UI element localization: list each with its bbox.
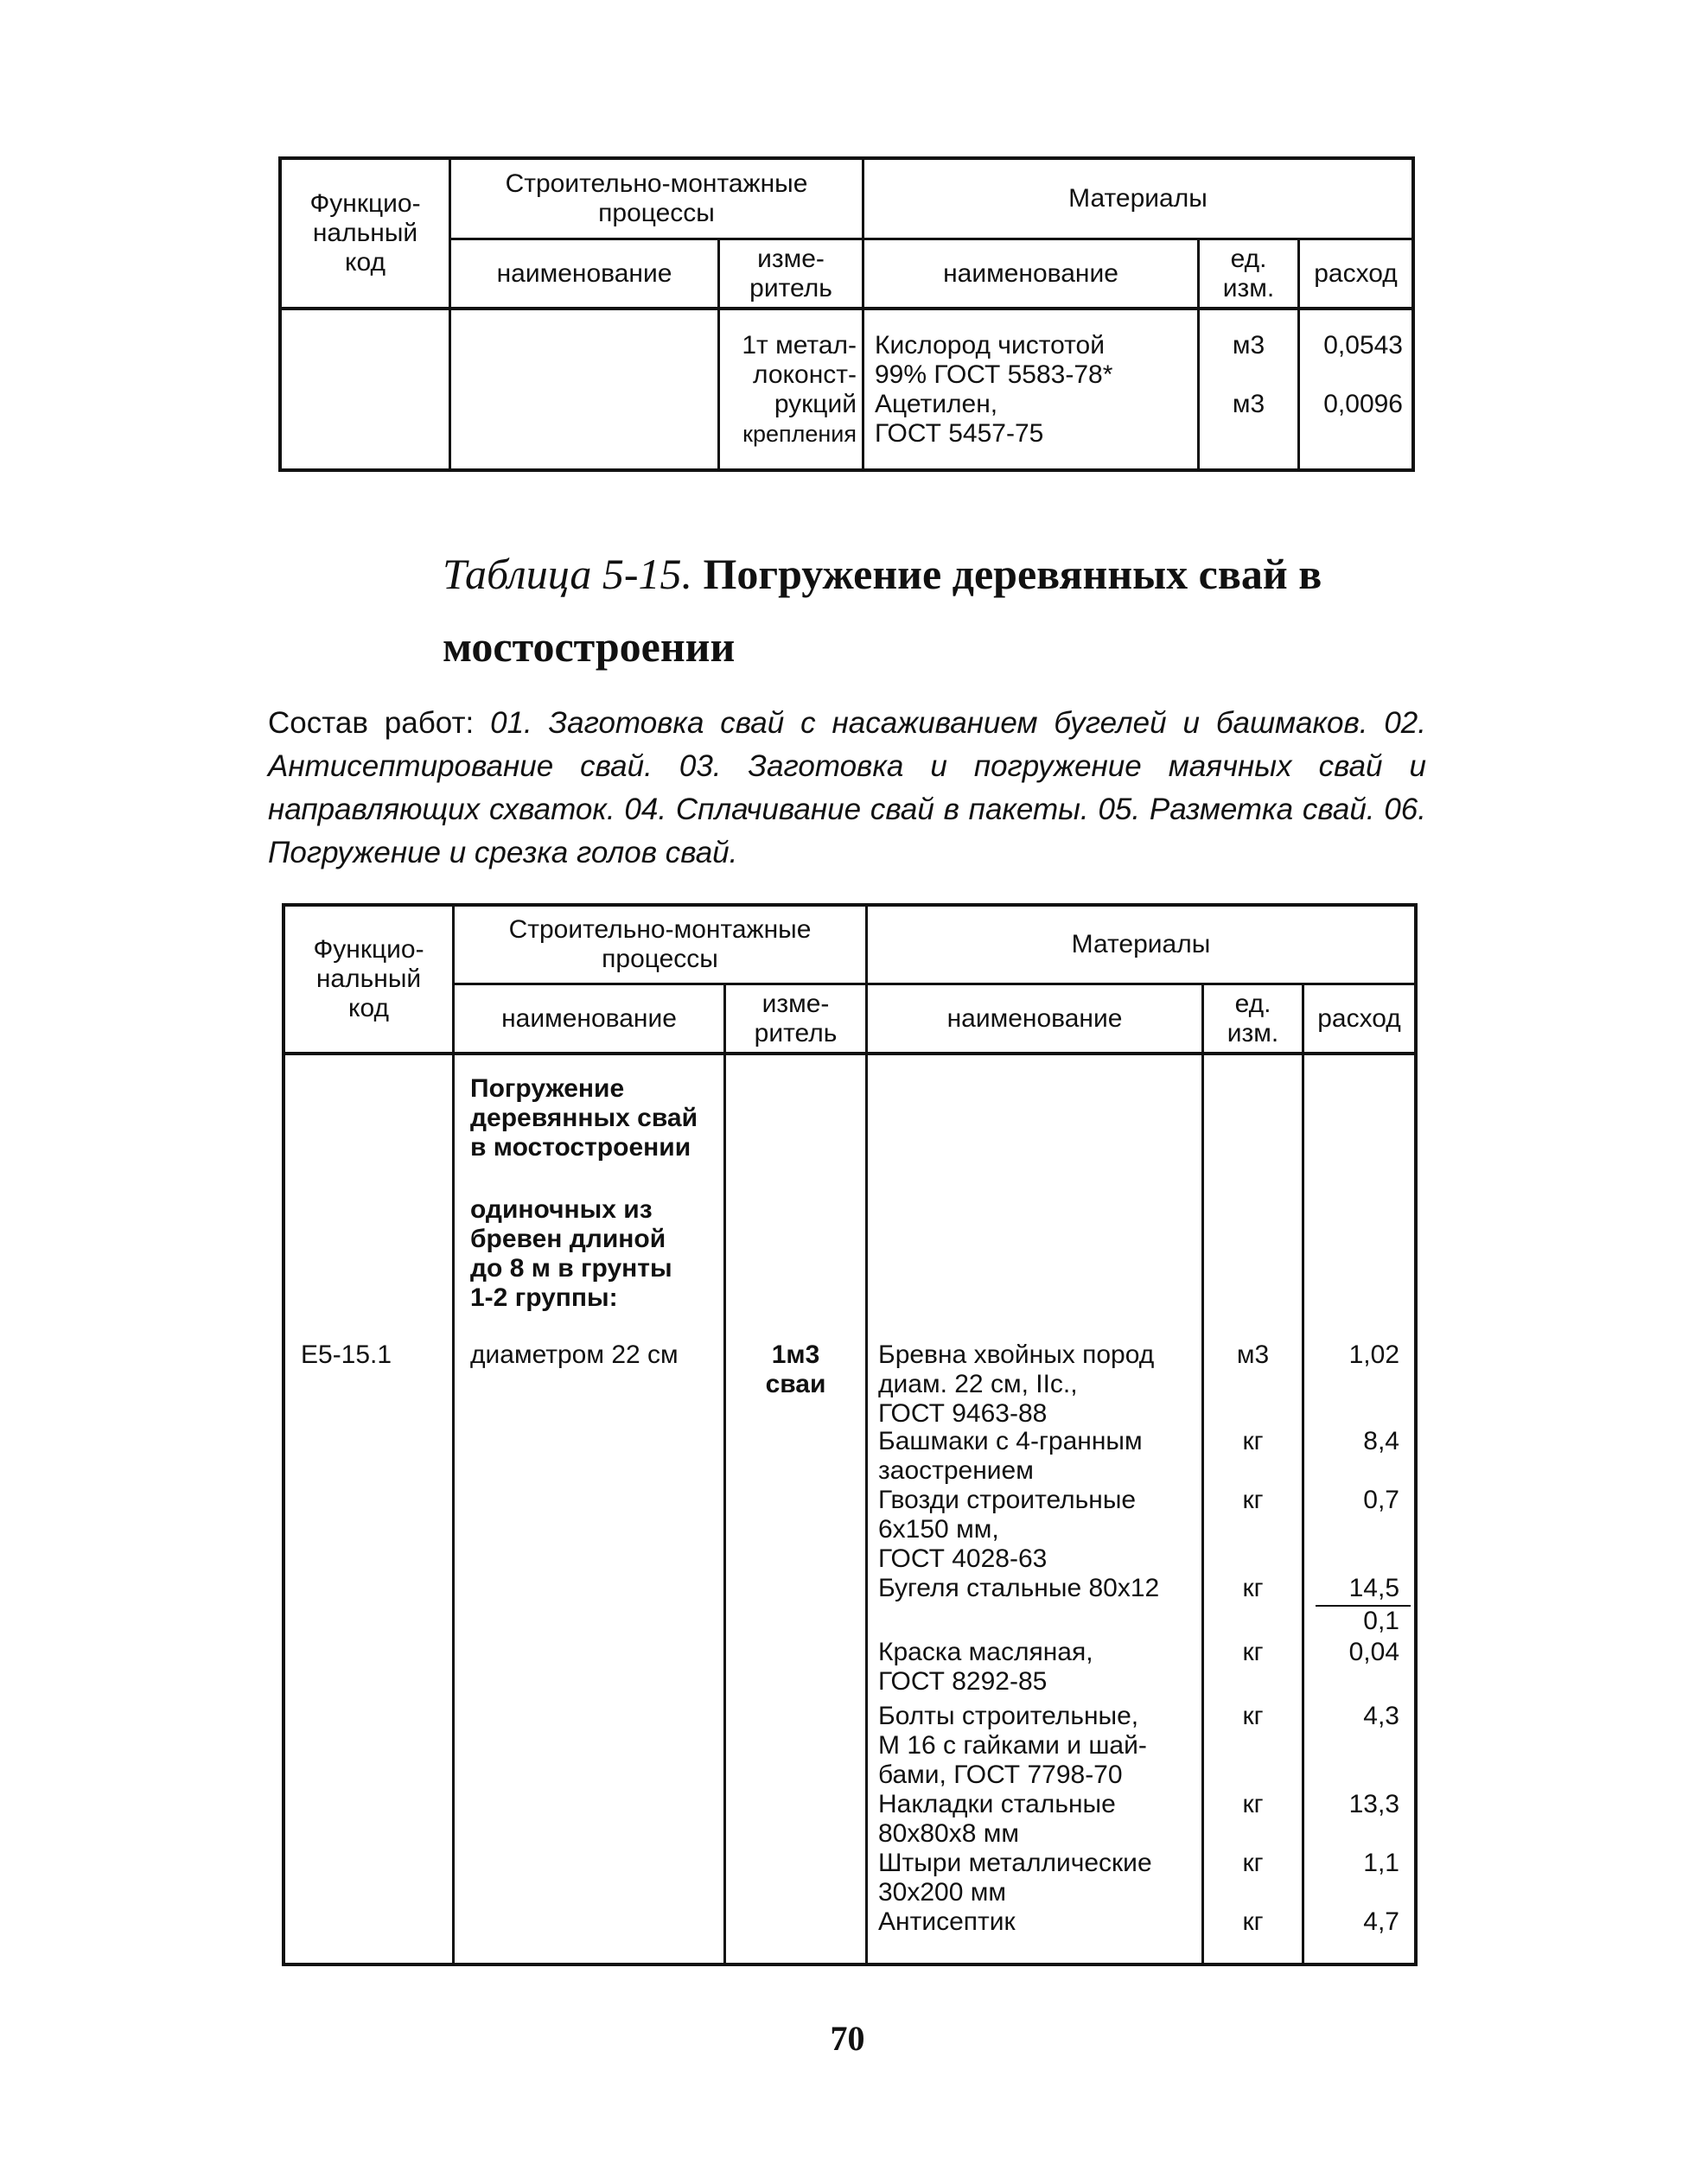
unit-value: кг [1242, 1790, 1264, 1818]
materials-list [868, 907, 1414, 1963]
header-processes: Строительно-монтажные процессы [505, 169, 808, 227]
process-name: диаметром 22 см [470, 1340, 679, 1369]
material-name-line: ГОСТ 8292-85 [878, 1667, 1048, 1696]
meter-line: локонст- [753, 360, 857, 389]
material-name-line: 6х150 мм, [878, 1515, 999, 1544]
meter-line: рукций [774, 390, 857, 418]
meter-line: крепления [742, 421, 857, 447]
group-heading-line: Погружение [470, 1074, 625, 1103]
header-code-line: код [348, 994, 389, 1022]
material-name-line: Краска масляная, [878, 1638, 1093, 1666]
amount-value: 4,3 [1363, 1702, 1399, 1730]
group-heading-line: деревянных свай [470, 1104, 698, 1132]
material-name-line: Гвозди строительные [878, 1486, 1137, 1514]
unit-value: кг [1242, 1486, 1264, 1514]
material-name-line: Штыри металлические [878, 1849, 1152, 1877]
unit-value: м3 [1232, 390, 1265, 418]
header-process-name: наименование [496, 258, 672, 288]
material-name-line: Бугеля стальные 80х12 [878, 1574, 1160, 1602]
material-line: 99% ГОСТ 5583-78* [875, 360, 1113, 389]
material-name-line: 80х80х8 мм [878, 1819, 1020, 1848]
material-name-line: 30х200 мм [878, 1878, 1007, 1907]
subgroup-line: одиночных из [470, 1195, 653, 1224]
meter-line: 1м3 [771, 1340, 820, 1369]
amount-value: 0,0543 [1323, 331, 1403, 360]
meter-line: сваи [765, 1370, 826, 1398]
material-name-line: заострением [878, 1456, 1034, 1485]
material-name-line: бами, ГОСТ 7798-70 [878, 1761, 1123, 1789]
caption-prefix: Таблица 5-15. [443, 550, 692, 598]
amount-below-value: 0,1 [1363, 1607, 1399, 1635]
subgroup-line: до 8 м в грунты [470, 1254, 672, 1283]
table-5-15 [282, 903, 1418, 1966]
amount-value: 8,4 [1363, 1427, 1399, 1455]
amount-value: 14,5 [1348, 1574, 1399, 1602]
unit-value: кг [1242, 1702, 1264, 1730]
composition-label: Состав работ: [268, 706, 475, 740]
material-name-line: диам. 22 см, IIс., [878, 1370, 1078, 1398]
work-composition [268, 702, 1426, 875]
unit-value: м3 [1232, 331, 1265, 360]
unit-value: кг [1242, 1849, 1264, 1877]
amount-value: 1,1 [1363, 1849, 1399, 1877]
material-name-line: М 16 с гайками и шай- [878, 1731, 1147, 1760]
header-functional-code [285, 907, 452, 1052]
material-line: Ацетилен, [875, 390, 998, 418]
unit-value: кг [1242, 1574, 1264, 1602]
caption-title: Погружение деревянных свай в мостостроении [443, 550, 1322, 671]
meter-line: 1т метал- [742, 331, 857, 360]
material-name-line: ГОСТ 9463-88 [878, 1399, 1048, 1428]
subgroup-line: 1-2 группы: [470, 1283, 618, 1312]
material-name-line: Накладки стальные [878, 1790, 1116, 1818]
material-name-line: ГОСТ 4028-63 [878, 1544, 1048, 1573]
header-processes: Строительно-монтажные процессы [508, 915, 812, 973]
header-materials: Материалы [1071, 930, 1211, 958]
amount-value: 1,02 [1348, 1340, 1399, 1369]
material-name-line: Бревна хвойных пород [878, 1340, 1155, 1369]
group-heading-line: в мостостроении [470, 1133, 691, 1162]
material-name-line: Антисептик [878, 1907, 1016, 1936]
header-process-name: наименование [501, 1003, 677, 1033]
amount-value: 13,3 [1348, 1790, 1399, 1818]
table-continuation [278, 156, 1415, 472]
header-material-name: наименование [943, 258, 1118, 288]
unit-value: кг [1242, 1427, 1264, 1455]
header-materials: Материалы [1068, 184, 1208, 213]
material-name-line: Башмаки с 4-гранным [878, 1427, 1143, 1455]
composition-items: 01. Заготовка свай с насаживанием бугелей и башмаков. 02. Антисептирование свай. 03. Заготовка и погружение маячных свай и направляющих схваток. 04. Сплачивание свай в пакеты. 05. Разметка свай. 06. Погружение и срезка голов свай. [268, 706, 1426, 869]
unit-value: кг [1242, 1907, 1264, 1936]
header-code-line: нальный [315, 965, 422, 993]
header-meter: изме-ритель [754, 989, 838, 1047]
header-functional-code [282, 160, 449, 307]
header-meter: изме-ритель [749, 244, 832, 302]
unit-value: кг [1242, 1638, 1264, 1666]
material-line: ГОСТ 5457-75 [875, 419, 1044, 448]
header-code-line: Функцио- [309, 189, 421, 218]
header-consumption: расход [1314, 258, 1398, 288]
amount-value: 4,7 [1363, 1907, 1399, 1936]
page-number: 70 [830, 2019, 865, 2058]
header-unit: ед. изм. [1222, 244, 1275, 302]
header-material-name: наименование [946, 1003, 1123, 1033]
material-name-line: Болты строительные, [878, 1702, 1139, 1730]
table-caption [443, 538, 1437, 683]
unit-value: м3 [1236, 1340, 1270, 1369]
material-line: Кислород чистотой [875, 331, 1105, 360]
header-code-line: Функцио- [313, 935, 424, 964]
amount-value: 0,7 [1363, 1486, 1399, 1514]
amount-value: 0,04 [1348, 1638, 1399, 1666]
subgroup-line: бревен длиной [470, 1225, 666, 1253]
header-code-line: код [345, 248, 386, 277]
header-consumption: расход [1317, 1003, 1401, 1033]
header-unit: ед. изм. [1227, 989, 1279, 1047]
functional-code: Е5-15.1 [301, 1340, 392, 1369]
header-code-line: нальный [312, 219, 418, 247]
amount-value: 0,0096 [1323, 390, 1403, 418]
